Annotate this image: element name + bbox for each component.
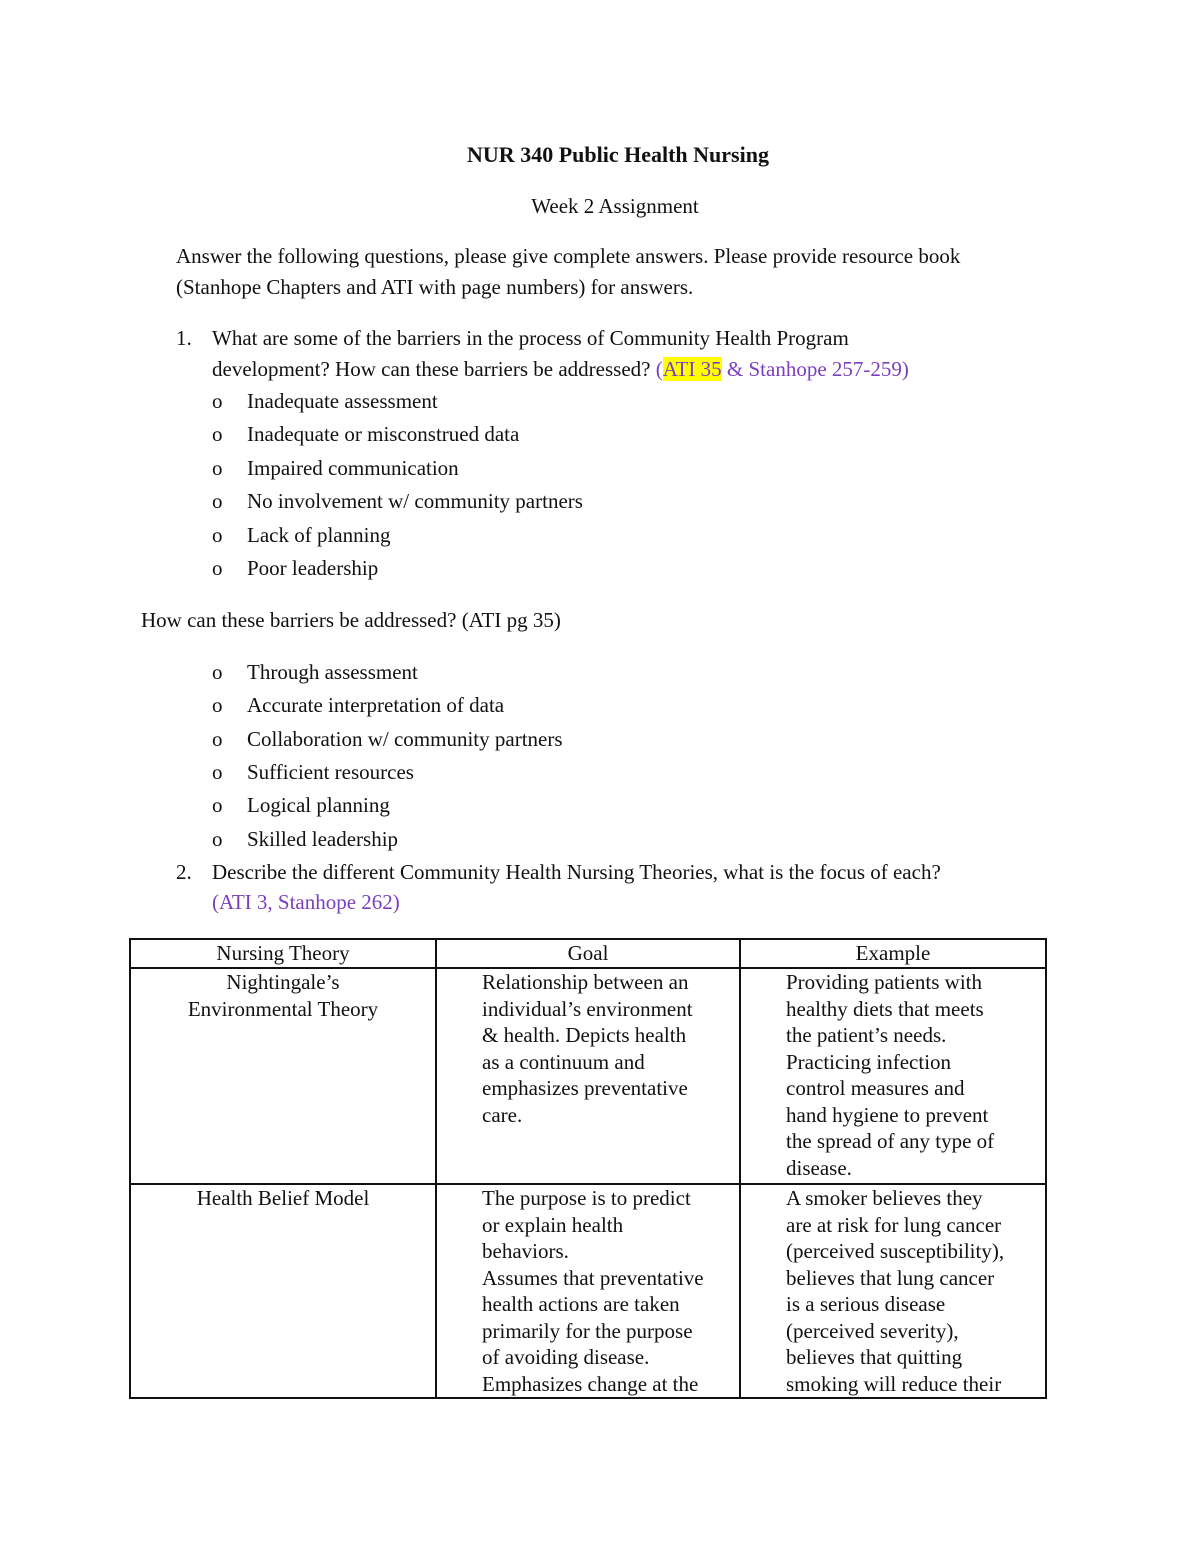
- bullet-marker: o: [212, 727, 223, 751]
- question-1-line-2: [0, 354, 1200, 388]
- example-line: control measures and: [786, 1076, 965, 1100]
- list-item: [0, 690, 1200, 724]
- example-line: are at risk for lung cancer: [786, 1212, 1002, 1237]
- solution-text: Through assessment: [247, 660, 418, 684]
- list-item: [0, 790, 1200, 824]
- goal-line: behaviors.: [482, 1239, 569, 1263]
- example-line: Practicing infection: [786, 1049, 952, 1074]
- goal-line: Emphasizes change at the: [482, 1371, 699, 1396]
- example-line: (perceived severity),: [786, 1318, 959, 1343]
- example-line: believes that lung cancer: [786, 1265, 995, 1290]
- header-goal: Goal: [436, 939, 740, 968]
- example-line: the spread of any type of: [786, 1129, 995, 1153]
- example-line: hand hygiene to prevent: [786, 1102, 989, 1127]
- goal-line: as a continuum and: [482, 1049, 645, 1074]
- bullet-marker: o: [212, 760, 223, 784]
- barrier-text: Inadequate assessment: [247, 389, 438, 413]
- question-1-ref-rest: & Stanhope 257-259): [721, 357, 909, 381]
- theory-cell: [130, 968, 436, 1184]
- barrier-text: No involvement w/ community partners: [247, 489, 583, 513]
- goal-line: & health. Depicts health: [482, 1023, 687, 1047]
- question-2-ref: (ATI 3, Stanhope 262): [212, 890, 400, 914]
- bullet-marker: o: [212, 389, 223, 413]
- question-1-text-line-2: [212, 354, 909, 384]
- example-line: is a serious disease: [786, 1292, 946, 1316]
- goal-cell: [436, 968, 740, 1184]
- list-item: [0, 386, 1200, 420]
- goal-line: of avoiding disease.: [482, 1345, 650, 1369]
- addressed-heading: How can these barriers be addressed? (ATI pg 35): [141, 608, 561, 632]
- goal-line: individual’s environment: [482, 996, 693, 1021]
- barrier-text: Inadequate or misconstrued data: [247, 422, 520, 446]
- question-1-ref-open: (: [655, 357, 663, 381]
- goal-line: health actions are taken: [482, 1292, 680, 1316]
- bullet-marker: o: [212, 793, 223, 817]
- question-2-line-2: [0, 887, 1200, 921]
- bullet-marker: o: [212, 456, 223, 480]
- list-item: [0, 724, 1200, 758]
- document-subtitle: Week 2 Assignment: [531, 194, 699, 218]
- intro-line-1: Answer the following questions, please give complete answers. Please provide resource book: [176, 244, 961, 268]
- example-line: healthy diets that meets: [786, 996, 984, 1021]
- goal-line: primarily for the purpose: [482, 1318, 693, 1343]
- goal-line: Relationship between an: [482, 970, 689, 994]
- solution-text: Logical planning: [247, 793, 390, 817]
- bullet-marker: o: [212, 422, 223, 446]
- bullet-marker: o: [212, 827, 223, 851]
- goal-line: The purpose is to predict: [482, 1186, 691, 1210]
- question-1-text-line-2-main: development? How can these barriers be addressed?: [212, 357, 656, 381]
- theory-line: Nightingale’s: [226, 970, 340, 994]
- goal-line: Assumes that preventative: [482, 1265, 704, 1290]
- example-line: smoking will reduce their: [786, 1371, 1002, 1396]
- intro-line-2: (Stanhope Chapters and ATI with page numbers) for answers.: [176, 275, 694, 299]
- barrier-text: Poor leadership: [247, 556, 379, 580]
- example-line: disease.: [786, 1155, 852, 1180]
- question-1-text-line-1: What are some of the barriers in the process of Community Health Program: [212, 326, 849, 350]
- goal-line: or explain health: [482, 1212, 624, 1237]
- goal-line: care.: [482, 1102, 523, 1127]
- question-1-ref-highlight: ATI 35: [662, 357, 722, 381]
- list-item: [0, 419, 1200, 453]
- list-item: [0, 520, 1200, 554]
- example-line: A smoker believes they: [786, 1186, 983, 1210]
- list-item: [0, 553, 1200, 587]
- bullet-marker: o: [212, 660, 223, 684]
- barrier-text: Impaired communication: [247, 456, 459, 480]
- question-1-number: 1.: [176, 326, 192, 350]
- document-title: NUR 340 Public Health Nursing: [467, 142, 769, 167]
- question-2-number: 2.: [176, 860, 192, 884]
- bullet-marker: o: [212, 556, 223, 580]
- example-line: Providing patients with: [786, 970, 982, 994]
- table-row: [130, 1184, 1046, 1398]
- table-row: [130, 968, 1046, 1184]
- header-example: Example: [740, 939, 1046, 968]
- solution-text: Skilled leadership: [247, 827, 399, 851]
- question-2-line-1: [0, 857, 1200, 891]
- example-line: (perceived susceptibility),: [786, 1239, 1005, 1263]
- bullet-marker: o: [212, 523, 223, 547]
- list-item: [0, 453, 1200, 487]
- bullet-marker: o: [212, 693, 223, 717]
- list-item: [0, 824, 1200, 858]
- list-item: [0, 486, 1200, 520]
- goal-cell: [436, 1184, 740, 1398]
- barrier-text: Lack of planning: [247, 523, 391, 547]
- solution-text: Sufficient resources: [247, 760, 414, 784]
- solution-text: Collaboration w/ community partners: [247, 727, 563, 751]
- header-nursing-theory: Nursing Theory: [130, 939, 436, 968]
- list-item: [0, 757, 1200, 791]
- list-item: [0, 657, 1200, 691]
- solution-text: Accurate interpretation of data: [247, 693, 505, 717]
- bullet-marker: o: [212, 489, 223, 513]
- goal-line: emphasizes preventative: [482, 1076, 688, 1100]
- table-header-row: [130, 939, 1046, 968]
- example-line: believes that quitting: [786, 1345, 963, 1369]
- theory-line: Environmental Theory: [187, 996, 379, 1021]
- example-cell: [740, 1184, 1046, 1398]
- theory-cell: [130, 1184, 436, 1398]
- question-1-line-1: [0, 323, 1200, 357]
- example-line: the patient’s needs.: [786, 1023, 947, 1047]
- theory-line: Health Belief Model: [196, 1186, 370, 1210]
- example-cell: [740, 968, 1046, 1184]
- theories-table: [129, 938, 1047, 1399]
- question-2-text: Describe the different Community Health Nursing Theories, what is the focus of each?: [212, 860, 941, 884]
